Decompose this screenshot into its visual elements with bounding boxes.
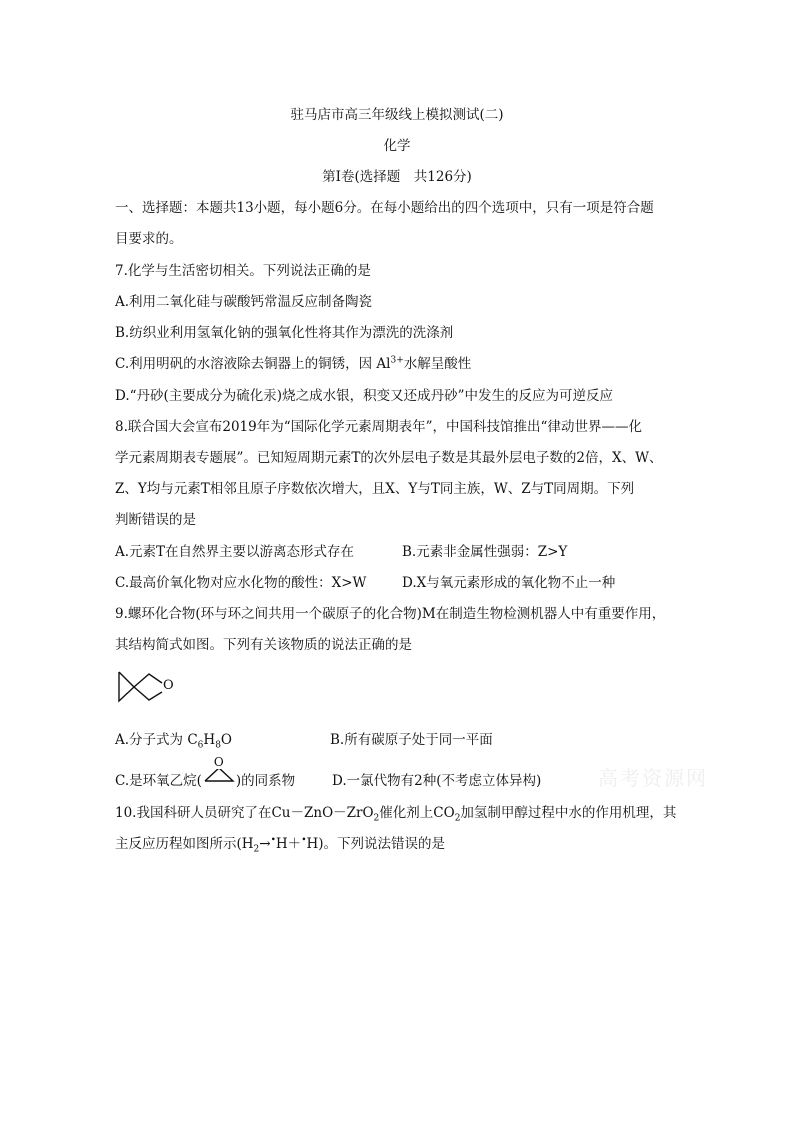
q10-stem-line1: 10.我国科研人员研究了在Cu－ZnO－ZrO$_2$催化剂上$CO_2$加氢制甲醇过程中水的作用机理，其 [115,805,677,824]
q7-option-a: A.利用二氧化硅与碳酸钙常温反应制备陶瓷 [115,294,373,310]
q9-option-a: A.分子式为 $C_6H_8O$ [115,732,232,751]
volume-title: 第Ⅰ卷(选择题 共126分) [322,169,472,185]
watermark: 高考资源网 [598,766,708,790]
q7-option-d: D.“丹砂(主要成分为硫化汞)烧之成水银，积变又还成丹砂”中发生的反应为可逆反应 [115,388,613,404]
q9-stem-line1: 9.螺环化合物(环与环之间共用一个碳原子的化合物)M在制造生物检测机器人中有重要作用， [115,606,666,622]
section-instruction-line2: 目要求的。 [115,231,183,247]
subject-title: 化学 [383,138,411,154]
q8-option-d: D.X与氧元素形成的氧化物不止一种 [402,575,616,591]
q8-stem-line3: Z、Y均与元素T相邻且原子序数依次增大，且X、Y与T同主族，W、Z与T同周期。下列 [115,481,635,497]
q9-option-d: D.一氯代物有2种(不考虑立体异构) [332,773,542,789]
q8-option-c: C.最高价氧化物对应水化物的酸性：X>W [115,575,367,591]
epoxide-structure [202,755,236,785]
q8-option-b: B.元素非金属性强弱：Z>Y [402,544,568,560]
q10-stem-line2: 主反应历程如图所示$(H_2\to^•H+^•H)$。下列说法错误的是 [115,835,446,855]
q7-option-c: C.利用明矾的水溶液除去铜器上的铜锈，因 $Al^{3+}$水解呈酸性 [115,355,472,372]
spiro-oxygen-label: O [163,678,174,693]
q8-option-a: A.元素T在自然界主要以游离态形式存在 [115,544,355,560]
spiro-structure [114,667,184,707]
q8-stem-line2: 学元素周期表专题展”。已知短周期元素T的次外层电子数是其最外层电子数的2倍，X、W、 [115,450,663,466]
epoxide-oxygen-label: O [213,755,224,769]
q8-stem-line1: 8.联合国大会宣布2019年为“国际化学元素周期表年”，中国科技馆推出“律动世界——化 [115,419,642,435]
q7-stem: 7.化学与生活密切相关。下列说法正确的是 [115,263,371,279]
q8-stem-line4: 判断错误的是 [115,512,196,528]
q7-option-b: B.纺织业利用氢氧化钠的强氧化性将其作为漂洗的洗涤剂 [115,325,454,341]
q9-option-b: B.所有碳原子处于同一平面 [330,732,493,748]
q9-option-c: C.是环氧乙烷( O )的同系物 [115,755,296,789]
exam-title: 驻马店市高三年级线上模拟测试(二) [290,107,504,123]
q9-stem-line2: 其结构简式如图。下列有关该物质的说法正确的是 [115,637,412,653]
section-instruction-line1: 一、选择题：本题共13小题，每小题6分。在每小题给出的四个选项中，只有一项是符合题 [115,200,654,216]
